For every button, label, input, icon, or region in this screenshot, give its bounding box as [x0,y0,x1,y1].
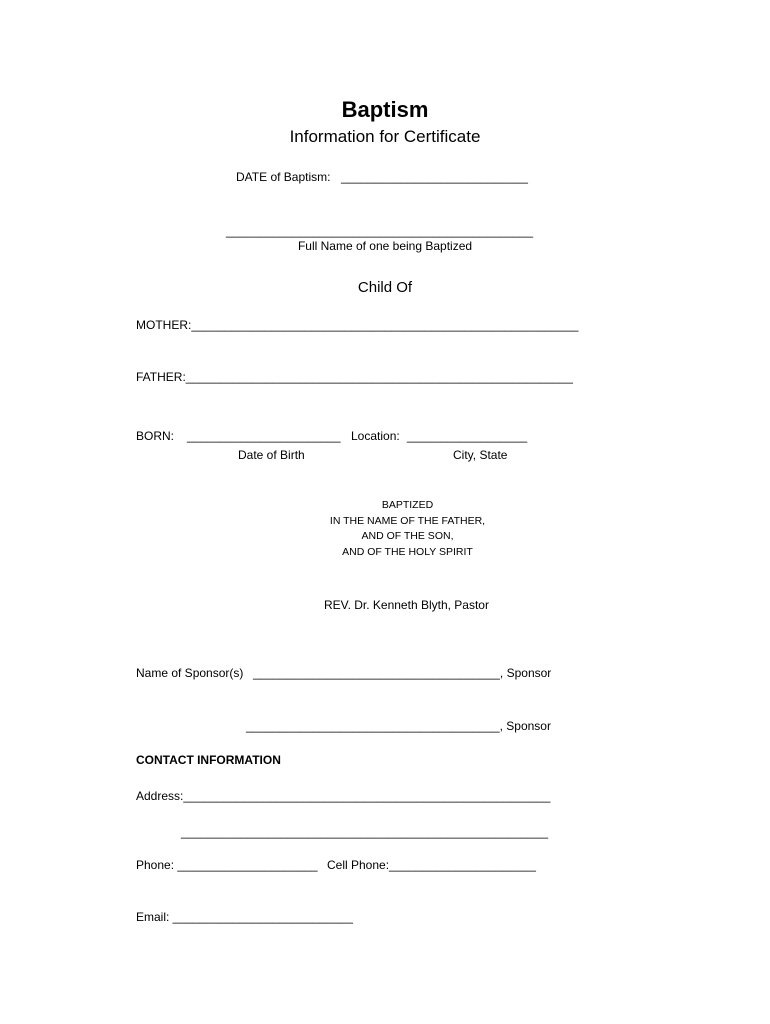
date-of-birth-caption: Date of Birth [238,448,305,462]
phone-field[interactable]: Phone: _____________________ [136,858,318,872]
declaration-line: IN THE NAME OF THE FATHER, [329,514,486,527]
sponsor-blank-2[interactable]: ______________________________________, Sponsor [246,719,551,733]
declaration-line: AND OF THE SON, [361,530,454,542]
date-of-birth-blank[interactable]: _______________________ [187,429,341,443]
address-line2-field[interactable]: _______________________________________________________ [181,825,549,839]
contact-heading: CONTACT INFORMATION [136,753,281,767]
father-field[interactable]: FATHER:__________________________________________________________ [136,370,573,384]
pastor-name: REV. Dr. Kenneth Blyth, Pastor [324,598,489,612]
child-of-heading: Child Of [357,279,413,296]
cell-phone-field[interactable]: Cell Phone:______________________ [327,858,536,872]
location-blank[interactable]: __________________ [407,429,528,443]
mother-field[interactable]: MOTHER:__________________________________________________________ [136,318,579,332]
sponsor-label: Name of Sponsor(s) [136,666,244,680]
form-subtitle: Information for Certificate [289,127,481,146]
email-field[interactable]: Email: ___________________________ [136,910,353,924]
declaration-line: AND OF THE HOLY SPIRIT [342,545,473,558]
date-of-baptism-label: DATE of Baptism: [236,170,331,184]
born-label: BORN: [136,429,175,443]
full-name-caption: Full Name of one being Baptized [297,239,473,253]
declaration-line: BAPTIZED [381,499,434,511]
date-of-baptism-blank[interactable]: ____________________________ [341,170,528,184]
address-field[interactable]: Address:_______________________________________________________ [136,789,551,803]
location-label: Location: [351,429,400,443]
form-title: Baptism [341,97,429,122]
sponsor-blank-1[interactable]: _____________________________________, Sponsor [253,666,552,680]
full-name-blank[interactable]: ______________________________________________ [226,224,533,238]
location-caption: City, State [453,448,508,462]
